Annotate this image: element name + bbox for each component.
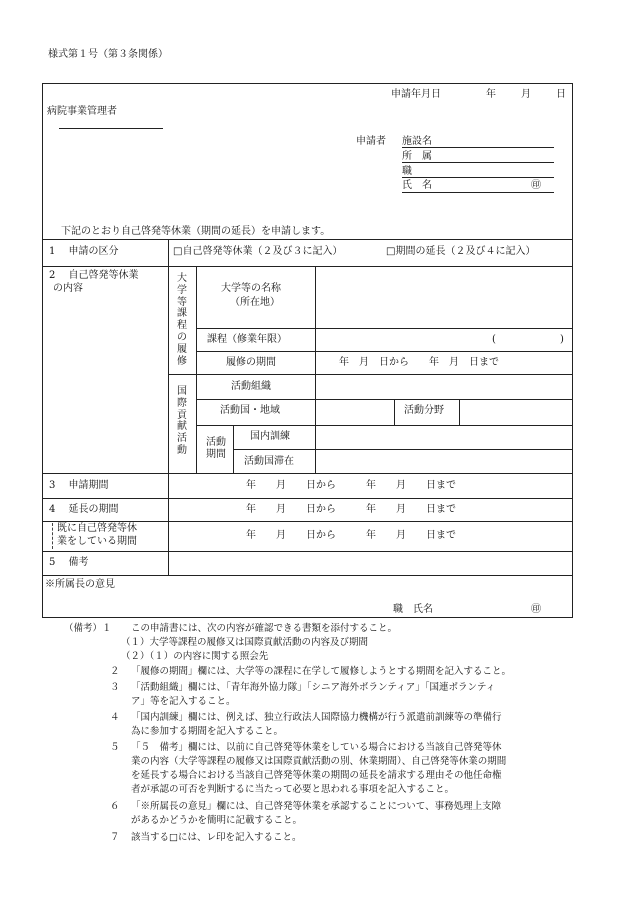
note-5-line4: 者が承認の可否を判断するに当たって必要と思われる事項を記入すること。: [131, 784, 455, 795]
note-4-line2: 為に参加する期間を記入すること。: [131, 726, 284, 737]
course-label: 課程（修業年限）: [207, 334, 287, 345]
row2-label: 2 自己啓発等休業: [49, 270, 139, 281]
intro-text: 下記のとおり自己啓発等休業（期間の延長）を申請します。: [61, 226, 331, 237]
activity-period-label: 活動期間: [206, 437, 226, 460]
note-4-num: ４: [110, 712, 120, 723]
affiliation-field[interactable]: [402, 162, 554, 163]
org-label: 活動組織: [231, 381, 271, 392]
note-6-num: ６: [110, 801, 120, 812]
intl-vertical-label: 国際貢献活動: [177, 386, 187, 456]
note-1b: （２）（１）の内容に関する照会先: [121, 651, 269, 662]
note-7-num: ７: [110, 832, 120, 843]
applicant-label: 申請者: [356, 136, 386, 147]
note-6-line2: があるかどうかを簡明に記載すること。: [131, 815, 303, 826]
note-5-line3: を延長する場合における当該自己啓発等休業の期間の延長を請求する理由その他任命権: [131, 770, 502, 781]
note-2: 「履修の期間」欄には、大学等の課程に在学して履修しようとする期間を記入すること。: [131, 666, 512, 677]
post-label: 職: [402, 166, 412, 177]
note-5-num: ５: [110, 742, 120, 753]
study-period-label: 履修の期間: [226, 357, 276, 368]
application-period-value[interactable]: 年 月 日から 年 月 日まで: [246, 480, 456, 491]
note-3-num: ３: [110, 682, 120, 693]
notes-heading: （備考）１: [64, 623, 112, 634]
country-label: 活動国・地域: [220, 405, 280, 416]
row6-label: ※所属長の意見: [45, 579, 115, 590]
stay-label: 活動国滞在: [244, 456, 294, 467]
note-2-num: ２: [110, 666, 120, 677]
note-4-line1: 「国内訓練」欄には、例えば、独立行政法人国際協力機構が行う派遣前訓練等の準備行: [131, 712, 502, 723]
row3-label: 3 申請期間: [49, 480, 109, 491]
row5-label: 5 備考: [49, 557, 89, 568]
facility-label: 施設名: [402, 136, 432, 147]
supervisor-signature-label: 職 氏名: [393, 604, 433, 615]
addressee: 病院事業管理者: [47, 106, 117, 117]
supervisor-seal: ㊞: [531, 604, 541, 615]
note-3-line2: ア」等を記入すること。: [131, 696, 236, 707]
facility-field[interactable]: [402, 147, 554, 148]
extension-period-value[interactable]: 年 月 日から 年 月 日まで: [246, 504, 456, 515]
univ-vertical-label: 大学等課程の履修: [177, 273, 187, 367]
name-label: 氏 名: [402, 180, 432, 191]
row2-label-cont: の内容: [53, 283, 83, 294]
course-paren-close: ): [560, 334, 564, 345]
row1-label: 1 申請の区分: [49, 246, 119, 257]
addressee-underline: [59, 128, 163, 129]
form-title: 様式第１号（第３条関係）: [48, 49, 168, 60]
field-label: 活動分野: [404, 405, 444, 416]
prior-leave-value[interactable]: 年 月 日から 年 月 日まで: [246, 530, 456, 541]
prior-leave-label: 既に自己啓発等休: [57, 523, 137, 534]
course-paren-open: (: [492, 334, 496, 345]
univ-name-label: 大学等の名称: [221, 283, 281, 294]
note-5-line1: 「５ 備考」欄には、以前に自己啓発等休業をしている場合における当該自己啓発等休: [131, 742, 502, 753]
dashed-marker: [52, 523, 53, 549]
prior-leave-label-cont: 業をしている期間: [57, 536, 137, 547]
row4-label: 4 延長の期間: [49, 504, 119, 515]
domestic-training-label: 国内訓練: [250, 431, 290, 442]
date-month: 月: [521, 89, 531, 100]
date-year: 年: [486, 89, 496, 100]
note-1: この申請書には、次の内容が確認できる書類を添付すること。: [131, 623, 398, 634]
date-label: 申請年月日: [391, 89, 441, 100]
univ-location-label: （所在地）: [230, 297, 280, 308]
option-extension[interactable]: □期間の延長（２及び４に記入）: [386, 246, 536, 257]
post-field[interactable]: [402, 177, 554, 178]
note-5-line2: 業の内容（大学等課程の履修又は国際貢献活動の別、休業期間）、自己啓発等休業の期間: [131, 756, 507, 767]
note-7: 該当する□には、レ印を記入すること。: [131, 832, 302, 843]
note-3-line1: 「活動組織」欄には、「青年海外協力隊」「シニア海外ボランティア」「国連ボランティ: [131, 682, 496, 693]
study-period-value[interactable]: 年 月 日から 年 月 日まで: [339, 357, 499, 368]
date-day: 日: [556, 89, 566, 100]
name-field[interactable]: [402, 192, 554, 193]
affiliation-label: 所 属: [402, 151, 432, 162]
option-new-leave[interactable]: □自己啓発等休業（２及び３に記入）: [173, 246, 343, 257]
note-6-line1: 「※所属長の意見」欄には、自己啓発等休業を承認することについて、事務処理上支障: [131, 801, 502, 812]
note-1a: （１）大学等課程の履修又は国際貢献活動の内容及び期間: [121, 637, 369, 648]
seal-mark: ㊞: [531, 180, 541, 191]
